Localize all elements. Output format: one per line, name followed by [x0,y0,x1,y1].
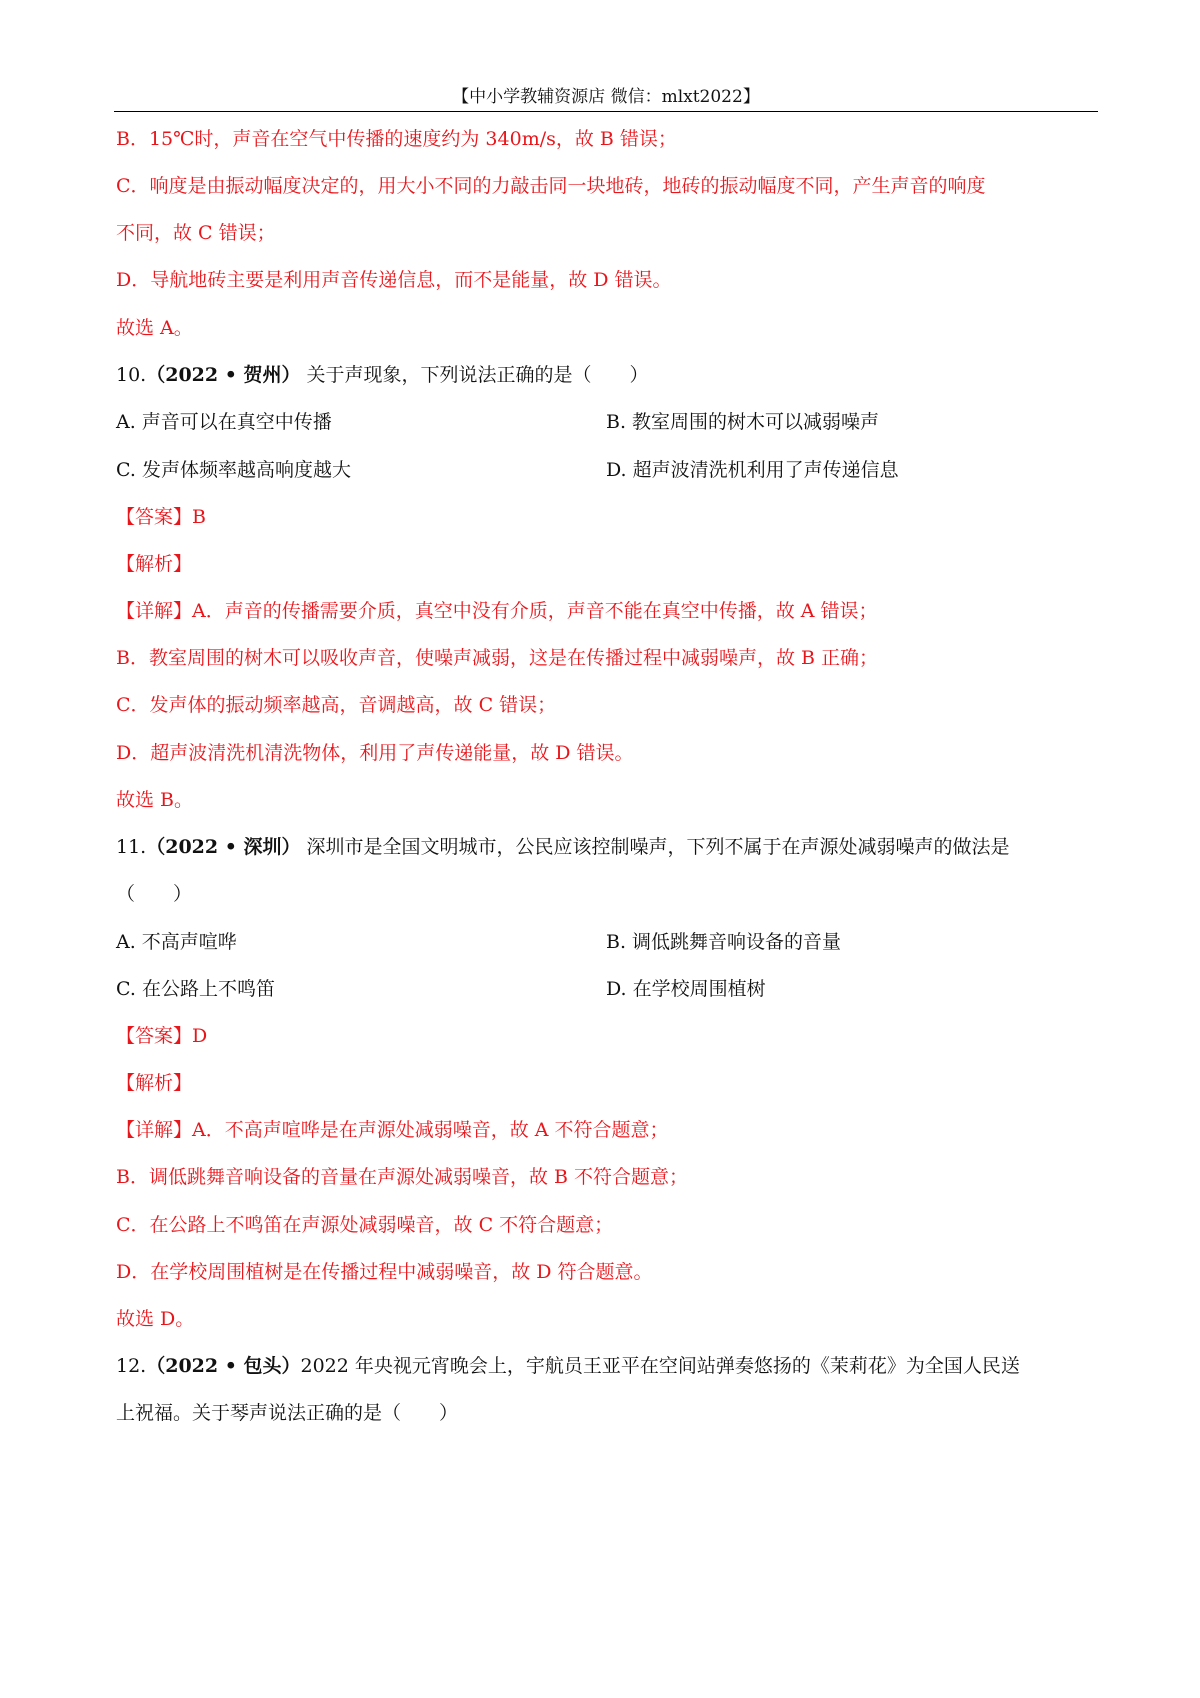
q11-stem-line2: （ ） [116,883,193,905]
q10-analysis-label: 【解析】 [116,553,193,575]
q11-answer-value: D [192,1025,208,1047]
q10-option-b: B. 教室周围的树木可以减弱噪声 [606,411,880,433]
q10-detail-label: 【详解】 [116,600,193,622]
q11-answer-label: 【答案】 [116,1025,193,1047]
q11-analysis-label: 【解析】 [116,1072,193,1094]
q11-detail-c: C．在公路上不鸣笛在声源处减弱噪音，故 C 不符合题意； [116,1214,614,1236]
q11-answer [116,1021,207,1051]
q11-number: 11. [116,836,147,858]
q10-source: （2022 • 贺州） [146,364,301,386]
q9-explanation-d: D．导航地砖主要是利用声音传递信息，而不是能量，故 D 错误。 [116,269,672,291]
q11-stem-text: 深圳市是全国文明城市，公民应该控制噪声，下列不属于在声源处减弱噪声的做法是 [300,836,1010,858]
q9-explanation-c-line1: C．响度是由振动幅度决定的，用大小不同的力敲击同一块地砖，地砖的振动幅度不同，产生声音的响度 [116,175,986,197]
q12-source: （2022 • 包头） [146,1355,301,1377]
q10-option-c: C. 发声体频率越高响度越大 [116,459,351,481]
page-header: 【中小学教辅资源店 微信：mlxt2022】 [452,87,760,107]
header-divider [114,111,1098,112]
q11-stem-line1 [116,832,1010,862]
q10-answer-label: 【答案】 [116,506,193,528]
q11-option-c: C. 在公路上不鸣笛 [116,978,275,1000]
q10-stem-text: 关于声现象，下列说法正确的是（ ） [300,364,649,386]
q10-option-d: D. 超声波清洗机利用了声传递信息 [606,459,899,481]
q9-conclusion: 故选 A。 [116,317,193,339]
q12-stem-text: 2022 年央视元宵晚会上，宇航员王亚平在空间站弹奏悠扬的《茉莉花》为全国人民送 [300,1355,1020,1377]
q10-number: 10. [116,364,147,386]
q11-detail-a [116,1115,669,1145]
q10-detail-a-text: A．声音的传播需要介质，真空中没有介质，声音不能在真空中传播，故 A 错误； [192,600,878,622]
q11-detail-a-text: A．不高声喧哗是在声源处减弱噪音，故 A 不符合题意； [192,1119,669,1141]
q11-conclusion: 故选 D。 [116,1308,195,1330]
q10-detail-a [116,596,878,626]
q11-detail-b: B．调低跳舞音响设备的音量在声源处减弱噪音，故 B 不符合题意； [116,1166,689,1188]
q12-number: 12. [116,1355,147,1377]
q10-stem [116,360,649,390]
q11-detail-d: D．在学校周围植树是在传播过程中减弱噪音，故 D 符合题意。 [116,1261,653,1283]
q11-source: （2022 • 深圳） [146,836,301,858]
q9-explanation-b: B．15℃时，声音在空气中传播的速度约为 340m/s，故 B 错误； [116,128,677,150]
q10-detail-c: C．发声体的振动频率越高，音调越高，故 C 错误； [116,694,557,716]
q11-option-b: B. 调低跳舞音响设备的音量 [606,931,842,953]
q10-detail-d: D．超声波清洗机清洗物体，利用了声传递能量，故 D 错误。 [116,742,634,764]
q10-option-a: A. 声音可以在真空中传播 [116,411,332,433]
q11-option-a: A. 不高声喧哗 [116,931,237,953]
q10-conclusion: 故选 B。 [116,789,194,811]
q12-stem-line1 [116,1351,1020,1381]
q12-stem-line2: 上祝福。关于琴声说法正确的是（ ） [116,1402,459,1424]
q10-answer [116,502,206,532]
q11-option-d: D. 在学校周围植树 [606,978,766,1000]
q11-detail-label: 【详解】 [116,1119,193,1141]
q9-explanation-c-line2: 不同，故 C 错误； [116,222,276,244]
q10-answer-value: B [192,506,206,528]
q10-detail-b: B．教室周围的树木可以吸收声音，使噪声减弱，这是在传播过程中减弱噪声，故 B 正确； [116,647,879,669]
